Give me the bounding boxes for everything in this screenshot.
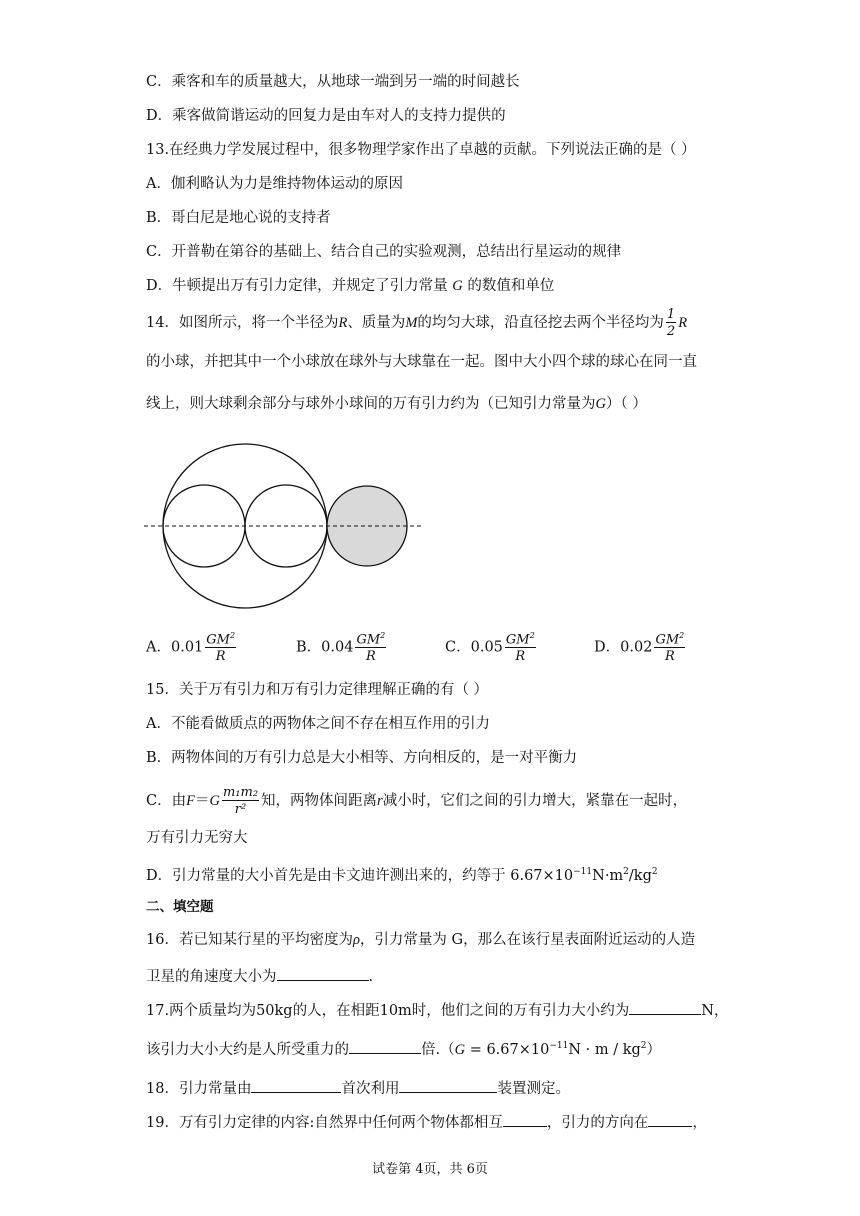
fraction	[205, 632, 236, 663]
text: ，引力的方向在	[546, 1115, 649, 1131]
denominator: R	[365, 649, 376, 665]
question-18	[146, 1078, 570, 1099]
option-15b: B．两物体间的万有引力总是大小相等、方向相反的，是一对平衡力	[146, 750, 578, 766]
symbol-r: r	[377, 793, 383, 809]
denominator: R	[515, 649, 526, 665]
option-15a: A．不能看做质点的两物体之间不存在相互作用的引力	[146, 716, 490, 732]
option-15c-line2: 万有引力无穷大	[146, 830, 248, 846]
numerator-text: GM	[206, 632, 230, 648]
exponent: −11	[549, 1041, 569, 1051]
unit: N，	[701, 1003, 729, 1019]
text: ，引力常量为 G，那么在该行星表面附近运动的人造	[359, 932, 696, 948]
denominator: R	[215, 649, 226, 665]
question-16-line1	[146, 930, 695, 950]
constant: = 6.67×10	[465, 1041, 550, 1058]
text: 19．万有引力定律的内容:自然界中任何两个物体都相互	[146, 1115, 503, 1131]
numerator	[205, 632, 236, 648]
numerator: 1	[666, 307, 676, 322]
option-label: D．	[594, 639, 621, 656]
question-14-line2: 的小球，并把其中一个小球放在球外与大球靠在一起。图中大小四个球的球心在同一直	[146, 354, 697, 370]
text: 的均匀大球，沿直径挖去两个半径均为	[417, 315, 664, 331]
fraction	[654, 632, 685, 663]
question-15: 15．关于万有引力和万有引力定律理解正确的有（ ）	[146, 682, 489, 698]
option-13a: A．伽利略认为力是维持物体运动的原因	[146, 176, 403, 192]
text: 17.两个质量均为	[146, 1003, 257, 1019]
option-15d	[146, 862, 658, 886]
text: 线上，则大球剩余部分与球外小球间的万有引力约为（已知引力常量为	[146, 396, 596, 412]
question-17-line1	[146, 1000, 728, 1021]
answer-blank[interactable]	[251, 1078, 341, 1093]
text: ，	[692, 1115, 707, 1131]
denominator: R	[664, 649, 675, 665]
text: 知，两物体间距离	[261, 793, 378, 809]
line-q12d: D．乘客做简谐运动的回复力是由车对人的支持力提供的	[146, 108, 506, 124]
text: 卫星的角速度大小为	[146, 969, 277, 985]
text: 时，他们之间的万有引力大小约为	[411, 1003, 630, 1019]
symbol-g: G	[209, 793, 220, 809]
answer-blank[interactable]	[349, 1039, 421, 1054]
option-13b: B．哥白尼是地心说的支持者	[146, 210, 331, 226]
unit: /kg	[628, 867, 652, 884]
text: D．牛顿提出万有引力定律，并规定了引力常量	[146, 278, 448, 294]
option-14d	[594, 632, 687, 663]
coefficient: 0.01	[170, 639, 204, 656]
text: 的数值和单位	[467, 278, 555, 294]
page-footer: 试卷第 4页，共 6页	[372, 1162, 488, 1177]
exponent: 2	[651, 867, 658, 877]
question-17-line2	[146, 1036, 661, 1060]
text: 、质量为	[347, 315, 406, 331]
option-label: A．	[146, 639, 171, 656]
symbol-m: M	[405, 315, 418, 331]
option-label: C．	[445, 639, 471, 656]
exponent: 2	[529, 631, 535, 640]
symbol-g: G	[454, 1041, 466, 1058]
coefficient: 0.05	[470, 639, 503, 656]
mass-value: 50kg	[256, 1003, 293, 1019]
numerator	[355, 632, 386, 648]
unit: N · m / kg	[568, 1041, 641, 1058]
text: 减小时，它们之间的引力增大，紧靠在一起时，	[382, 793, 688, 809]
unit: N·m	[592, 867, 624, 884]
numerator	[654, 632, 685, 648]
symbol-rho: ρ	[352, 932, 360, 948]
text: 18．引力常量由	[146, 1081, 252, 1097]
answer-blank[interactable]	[648, 1112, 692, 1127]
option-14b	[296, 632, 388, 663]
answer-blank[interactable]	[503, 1112, 547, 1127]
numerator	[505, 632, 536, 648]
text: 装置测定。	[497, 1081, 570, 1097]
text: 的人，在相距	[292, 1003, 380, 1019]
text: 16．若已知某行星的平均密度为	[146, 932, 353, 948]
symbol-r: R	[338, 315, 348, 331]
exponent: 2	[623, 867, 629, 877]
symbol-g: G	[452, 278, 463, 294]
text: 首次利用	[341, 1081, 400, 1097]
answer-blank[interactable]	[629, 1000, 701, 1015]
text: D．引力常量的大小首先是由卡文迪许测出来的，约等于 6.67×10	[146, 867, 574, 884]
numerator-text: GM	[655, 632, 680, 648]
coefficient: 0.02	[620, 639, 653, 656]
question-16-line2	[146, 966, 373, 987]
numerator-text: GM	[356, 632, 381, 648]
symbol-g: G	[595, 396, 606, 412]
text: 该引力大小大约是人所受重力的	[146, 1041, 349, 1058]
section-title-fill-in: 二、填空题	[146, 899, 214, 915]
text: ）	[646, 1041, 662, 1058]
distance-value: 10m	[379, 1003, 412, 1019]
symbol-r: R	[678, 315, 688, 331]
text: .	[368, 969, 374, 985]
symbol-f: F	[186, 793, 195, 809]
equals: ＝	[194, 793, 210, 809]
fraction	[355, 632, 386, 663]
exponent: 2	[679, 631, 685, 640]
fraction	[505, 632, 536, 663]
fraction-m1m2-r2	[222, 786, 259, 816]
denominator: 2	[666, 324, 676, 339]
denominator: r²	[234, 802, 247, 817]
numerator-text: GM	[505, 632, 530, 648]
exponent: 2	[229, 631, 236, 640]
coefficient: 0.04	[321, 639, 354, 656]
exponent: 2	[640, 1041, 647, 1051]
exponent: 2	[380, 631, 386, 640]
option-13c: C．开普勒在第谷的基础上、结合自己的实验观测，总结出行星运动的规律	[146, 244, 622, 260]
line-q12c: C．乘客和车的质量越大，从地球一端到另一端的时间越长	[146, 74, 520, 90]
answer-blank[interactable]	[399, 1078, 497, 1093]
option-15c	[146, 786, 687, 816]
outside-small-sphere	[327, 486, 407, 566]
numerator: m₁m₂	[222, 785, 259, 800]
option-14c	[445, 632, 538, 663]
exponent: −11	[573, 867, 593, 877]
text: 倍.（	[421, 1041, 455, 1058]
text: C．由	[146, 793, 187, 809]
question-13: 13.在经典力学发展过程中，很多物理学家作出了卓越的贡献。下列说法正确的是（ ）	[146, 142, 696, 158]
option-label: B．	[296, 639, 322, 656]
text: ）（ ）	[605, 396, 647, 412]
question-19	[146, 1112, 707, 1133]
answer-blank[interactable]	[277, 966, 369, 981]
text: 14．如图所示，将一个半径为	[146, 315, 339, 331]
option-14a	[146, 632, 238, 663]
